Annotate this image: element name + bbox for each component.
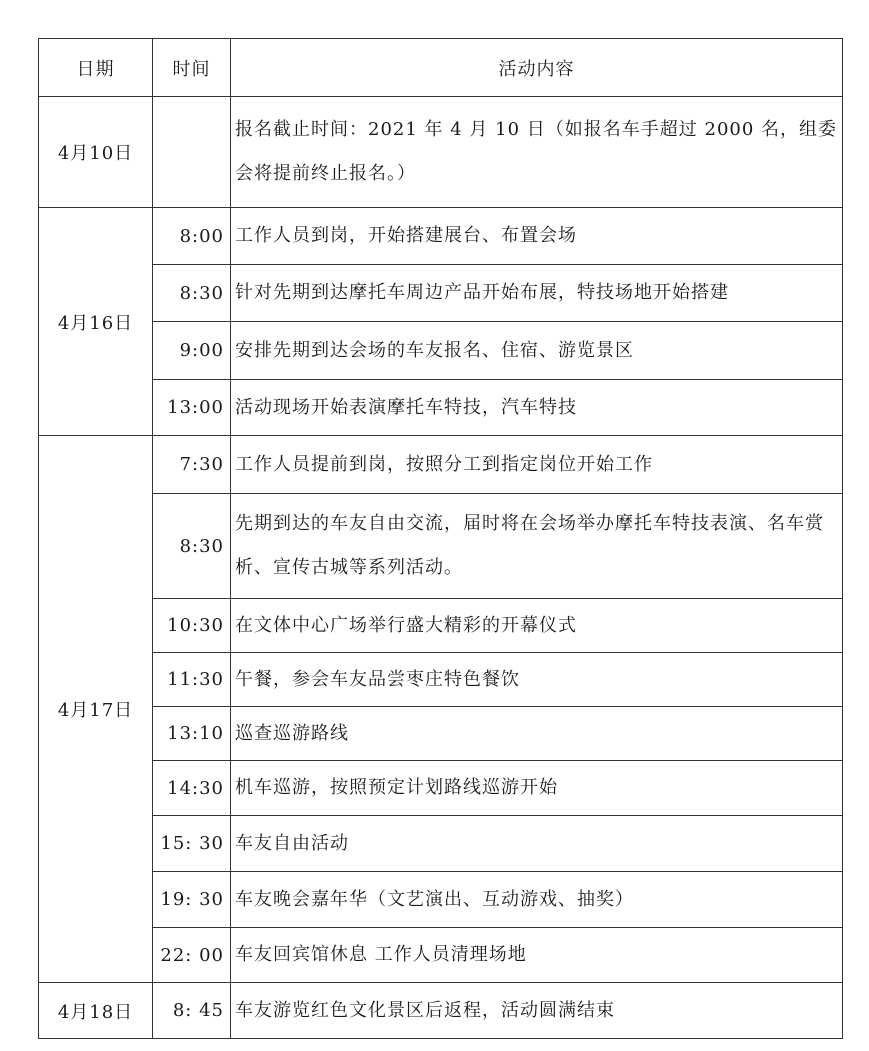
time-cell: 19: 30 [153, 872, 231, 928]
table-row [39, 599, 843, 653]
time-cell: 8:30 [153, 265, 231, 322]
time-cell: 9:00 [153, 322, 231, 380]
time-cell: 13:00 [153, 380, 231, 436]
activity-cell: 针对先期到达摩托车周边产品开始布展，特技场地开始搭建 [231, 265, 843, 322]
table-row [39, 707, 843, 761]
table-row [39, 436, 843, 494]
time-cell: 7:30 [153, 436, 231, 494]
time-cell: 8: 45 [153, 983, 231, 1039]
time-cell: 15: 30 [153, 816, 231, 872]
activity-cell: 工作人员到岗，开始搭建展台、布置会场 [231, 208, 843, 265]
time-cell: 22: 00 [153, 928, 231, 983]
header-row [39, 39, 843, 97]
header-time: 时间 [153, 39, 231, 97]
activity-cell: 先期到达的车友自由交流，届时将在会场举办摩托车特技表演、名车赏析、宣传古城等系列活动。 [231, 494, 843, 599]
table-row [39, 816, 843, 872]
schedule-table [38, 38, 843, 1039]
date-cell: 4月10日 [39, 97, 153, 208]
activity-cell: 车友回宾馆休息 工作人员清理场地 [231, 928, 843, 983]
time-cell: 13:10 [153, 707, 231, 761]
activity-cell: 车友晚会嘉年华（文艺演出、互动游戏、抽奖） [231, 872, 843, 928]
activity-cell: 活动现场开始表演摩托车特技，汽车特技 [231, 380, 843, 436]
activity-cell: 车友自由活动 [231, 816, 843, 872]
date-cell: 4月17日 [39, 436, 153, 983]
activity-cell: 报名截止时间：2021 年 4 月 10 日（如报名车手超过 2000 名，组委会将提前终止报名。） [231, 97, 843, 208]
table-row [39, 872, 843, 928]
time-cell: 14:30 [153, 761, 231, 816]
header-date: 日期 [39, 39, 153, 97]
activity-cell: 工作人员提前到岗，按照分工到指定岗位开始工作 [231, 436, 843, 494]
table-row [39, 761, 843, 816]
activity-cell: 在文体中心广场举行盛大精彩的开幕仪式 [231, 599, 843, 653]
activity-cell: 安排先期到达会场的车友报名、住宿、游览景区 [231, 322, 843, 380]
date-cell: 4月16日 [39, 208, 153, 436]
time-cell [153, 97, 231, 208]
table-row [39, 265, 843, 322]
table-row [39, 494, 843, 599]
activity-cell: 巡查巡游路线 [231, 707, 843, 761]
time-cell: 8:30 [153, 494, 231, 599]
table-row [39, 97, 843, 208]
activity-cell: 车友游览红色文化景区后返程，活动圆满结束 [231, 983, 843, 1039]
table-row [39, 653, 843, 707]
table-row [39, 208, 843, 265]
activity-cell: 机车巡游，按照预定计划路线巡游开始 [231, 761, 843, 816]
time-cell: 8:00 [153, 208, 231, 265]
schedule-wrapper [38, 38, 843, 1039]
table-row [39, 928, 843, 983]
time-cell: 11:30 [153, 653, 231, 707]
activity-cell: 午餐，参会车友品尝枣庄特色餐饮 [231, 653, 843, 707]
table-row [39, 983, 843, 1039]
table-row [39, 380, 843, 436]
time-cell: 10:30 [153, 599, 231, 653]
date-cell: 4月18日 [39, 983, 153, 1039]
table-row [39, 322, 843, 380]
header-content: 活动内容 [231, 39, 843, 97]
